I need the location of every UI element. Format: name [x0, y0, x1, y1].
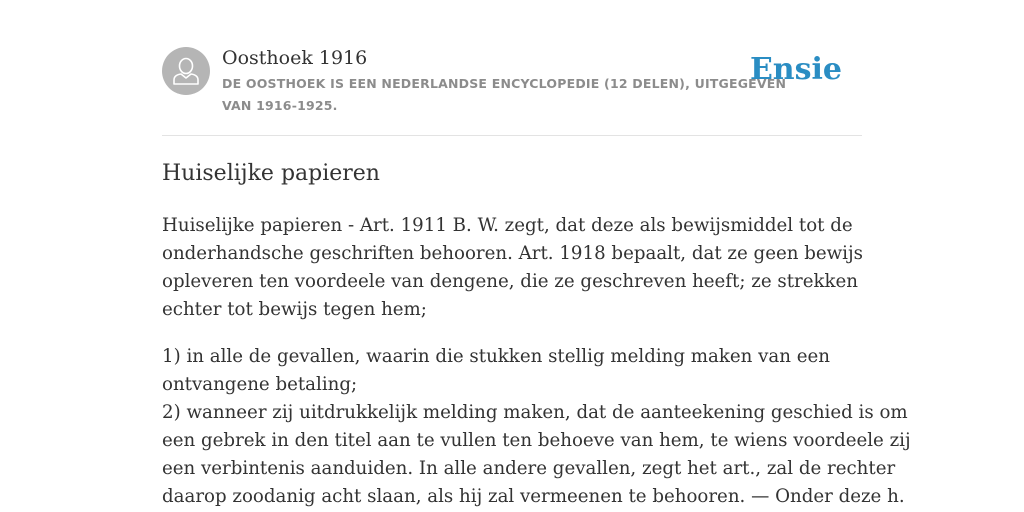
source-header [162, 44, 862, 134]
text-line: een gebrek in den titel aan te vullen ten behoeve van hem, te wiens voordeele zij [162, 430, 911, 451]
paragraph [162, 343, 911, 511]
source-title[interactable]: Oosthoek 1916 [222, 47, 368, 69]
text-line: 2) wanneer zij uitdrukkelijk melding maken, dat de aanteekening geschied is om [162, 402, 908, 423]
source-description [222, 73, 787, 117]
article-body [162, 212, 911, 512]
paragraph [162, 212, 862, 324]
user-silhouette-icon [162, 47, 210, 95]
header-divider [162, 135, 862, 136]
text-line: 1) in alle de gevallen, waarin die stukken stellig melding maken van een [162, 346, 831, 367]
text-line: ontvangene betaling; [162, 374, 358, 395]
source-info [222, 44, 787, 117]
text-line: opleveren ten voordeele van dengene, die ze geschreven heeft; ze strekken [162, 271, 859, 292]
source-description-line: DE OOSTHOEK IS EEN NEDERLANDSE ENCYCLOPEDIE (12 DELEN), UITGEGEVEN [222, 76, 787, 91]
text-line: echter tot bewijs tegen hem; [162, 299, 427, 320]
article-title: Huiselijke papieren [162, 161, 380, 186]
text-line: een verbintenis aanduiden. In alle andere gevallen, zegt het art., zal de rechter [162, 458, 896, 479]
text-line: onderhandsche geschriften behooren. Art. 1918 bepaalt, dat ze geen bewijs [162, 243, 863, 264]
text-line: Huiselijke papieren - Art. 1911 B. W. zegt, dat deze als bewijsmiddel tot de [162, 215, 853, 236]
source-description-line: VAN 1916-1925. [222, 98, 338, 113]
ensie-logo[interactable]: Ensie [749, 52, 842, 87]
text-line: daarop zoodanig acht slaan, als hij zal vermeenen te behooren. — Onder deze h. [162, 486, 905, 507]
